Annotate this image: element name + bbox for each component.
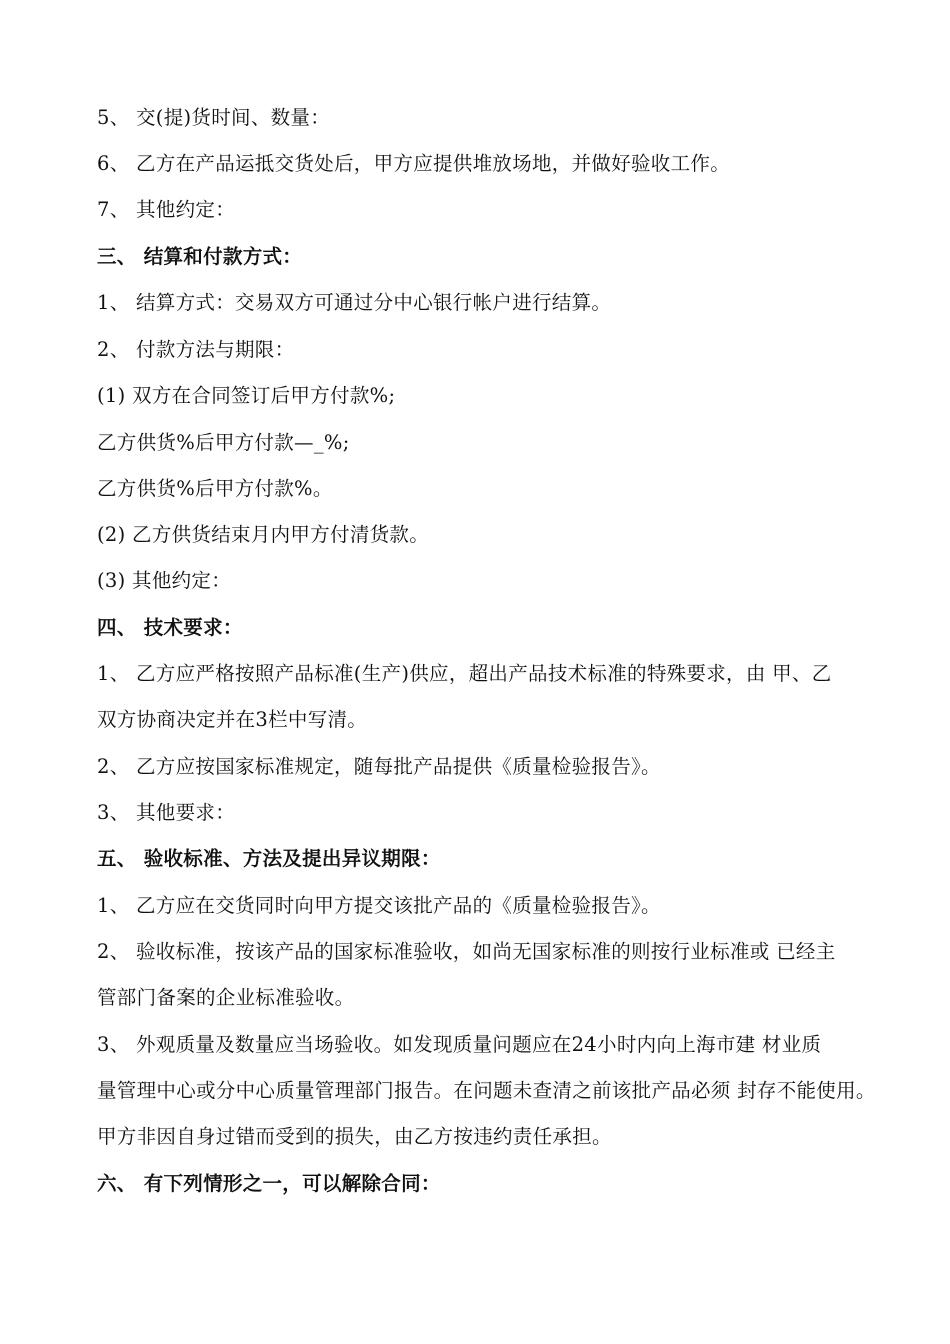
section-4-item-3: 3、 其他要求：	[97, 801, 236, 824]
section-5-item-2-cont: 管部门备案的企业标准验收。	[97, 986, 355, 1009]
section-3-heading: 三、 结算和付款方式：	[97, 245, 303, 268]
section-5-item-2: 2、 验收标准，按该产品的国家标准验收，如尚无国家标准的则按行业标准或 已经主	[97, 940, 836, 963]
payment-line-3: 乙方供货%后甲方付款%。	[97, 477, 333, 500]
payment-sub-2: (2) 乙方供货结束月内甲方付清货款。	[97, 523, 430, 546]
section-6-heading: 六、 有下列情形之一，可以解除合同：	[97, 1172, 441, 1195]
section-5-item-3-cont-1: 量管理中心或分中心质量管理部门报告。在问题未查清之前该批产品必须 封存不能使用。	[97, 1079, 876, 1102]
section-3-item-2: 2、 付款方法与期限：	[97, 338, 295, 361]
section-3-item-1: 1、 结算方式：交易双方可通过分中心银行帐户进行结算。	[97, 291, 612, 314]
section-4-item-2: 2、 乙方应按国家标准规定，随每批产品提供《质量检验报告》。	[97, 755, 661, 778]
clause-6-storage: 6、 乙方在产品运抵交货处后，甲方应提供堆放场地，并做好验收工作。	[97, 152, 731, 175]
section-5-item-1: 1、 乙方应在交货同时向甲方提交该批产品的《质量检验报告》。	[97, 894, 661, 917]
section-5-heading: 五、 验收标准、方法及提出异议期限：	[97, 847, 441, 870]
section-4-heading: 四、 技术要求：	[97, 616, 243, 639]
section-4-item-1-cont: 双方协商决定并在3栏中写清。	[97, 708, 368, 731]
clause-5-delivery-time: 5、 交(提)货时间、数量：	[97, 106, 331, 129]
section-5-item-3-cont-2: 甲方非因自身过错而受到的损失，由乙方按违约责任承担。	[97, 1125, 612, 1148]
section-4-item-1: 1、 乙方应严格按照产品标准(生产)供应，超出产品技术标准的特殊要求，由 甲、乙	[97, 662, 832, 685]
section-5-item-3: 3、 外观质量及数量应当场验收。如发现质量问题应在24小时内向上海市建 材业质	[97, 1033, 822, 1056]
clause-7-other: 7、 其他约定：	[97, 198, 236, 221]
payment-sub-3: (3) 其他约定：	[97, 569, 232, 592]
payment-sub-1: (1) 双方在合同签订后甲方付款%;	[97, 384, 396, 407]
payment-line-2: 乙方供货%后甲方付款—_%;	[97, 431, 350, 454]
